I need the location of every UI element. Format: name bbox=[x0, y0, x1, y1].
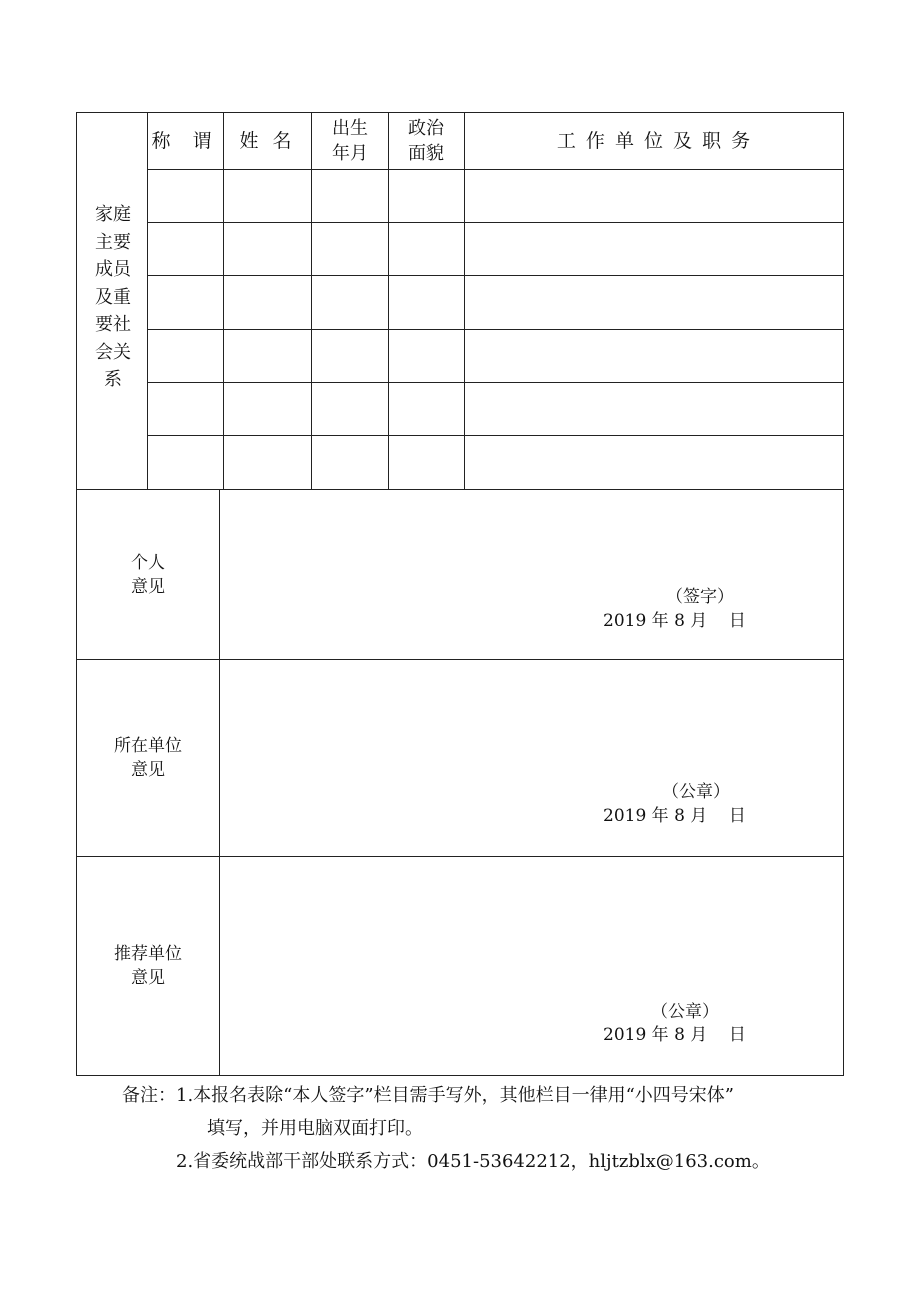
family-row-3-politics-cell[interactable] bbox=[389, 276, 464, 328]
family-row-1-work-cell[interactable] bbox=[465, 170, 843, 222]
divider bbox=[76, 659, 844, 660]
note-line-2: 填写，并用电脑双面打印。 bbox=[207, 1118, 423, 1139]
divider bbox=[219, 489, 220, 1076]
employer-opinion-label-line2: 意见 bbox=[131, 760, 165, 780]
employer-opinion-label-line1: 所在单位 bbox=[114, 736, 182, 756]
family-row-4-work-cell[interactable] bbox=[465, 330, 843, 382]
header-title: 称 谓 bbox=[151, 130, 220, 152]
family-row-6-name-cell[interactable] bbox=[224, 436, 311, 488]
family-row-5-birth-cell[interactable] bbox=[312, 383, 388, 435]
family-row-5-politics-cell[interactable] bbox=[389, 383, 464, 435]
recommender-opinion-label bbox=[77, 942, 219, 990]
divider bbox=[76, 489, 844, 490]
personal-opinion-label-line1: 个人 bbox=[131, 553, 165, 573]
family-row-6-work-cell[interactable] bbox=[465, 436, 843, 488]
family-row-1-politics-cell[interactable] bbox=[389, 170, 464, 222]
recommender-opinion-label-line2: 意见 bbox=[131, 968, 165, 988]
family-row-4-politics-cell[interactable] bbox=[389, 330, 464, 382]
personal-signature-label: （签字） bbox=[666, 587, 734, 607]
family-row-2-birth-cell[interactable] bbox=[312, 223, 388, 275]
family-row-2-work-cell[interactable] bbox=[465, 223, 843, 275]
family-row-2-politics-cell[interactable] bbox=[389, 223, 464, 275]
recommender-seal-label: （公章） bbox=[651, 1002, 719, 1022]
family-row-4-title-cell[interactable] bbox=[148, 330, 223, 382]
personal-date: 2019 年 8 月 日 bbox=[603, 611, 746, 631]
header-birth: 出生年月 bbox=[332, 118, 368, 164]
note-line-1: 备注：1.本报名表除“本人签字”栏目需手写外，其他栏目一律用“小四号宋体” bbox=[122, 1085, 734, 1106]
employer-opinion-label bbox=[77, 734, 219, 782]
family-row-3-title-cell[interactable] bbox=[148, 276, 223, 328]
family-row-4-name-cell[interactable] bbox=[224, 330, 311, 382]
family-row-6-birth-cell[interactable] bbox=[312, 436, 388, 488]
family-row-5-title-cell[interactable] bbox=[148, 383, 223, 435]
recommender-date: 2019 年 8 月 日 bbox=[603, 1025, 746, 1045]
header-name: 姓 名 bbox=[239, 130, 296, 152]
header-politics: 政治面貌 bbox=[408, 118, 444, 164]
family-row-2-title-cell[interactable] bbox=[148, 223, 223, 275]
family-row-2-name-cell[interactable] bbox=[224, 223, 311, 275]
recommender-opinion-label-line1: 推荐单位 bbox=[114, 944, 182, 964]
family-row-3-birth-cell[interactable] bbox=[312, 276, 388, 328]
family-row-3-name-cell[interactable] bbox=[224, 276, 311, 328]
family-row-1-birth-cell[interactable] bbox=[312, 170, 388, 222]
family-row-6-politics-cell[interactable] bbox=[389, 436, 464, 488]
employer-seal-label: （公章） bbox=[662, 782, 730, 802]
family-row-5-work-cell[interactable] bbox=[465, 383, 843, 435]
employer-date: 2019 年 8 月 日 bbox=[603, 806, 746, 826]
family-row-6-title-cell[interactable] bbox=[148, 436, 223, 488]
personal-opinion-label-line2: 意见 bbox=[131, 577, 165, 597]
family-row-1-title-cell[interactable] bbox=[148, 170, 223, 222]
divider bbox=[76, 856, 844, 857]
note-line-3: 2.省委统战部干部处联系方式：0451-53642212，hljtzblx@163.com。 bbox=[176, 1151, 770, 1172]
family-row-5-name-cell[interactable] bbox=[224, 383, 311, 435]
family-row-3-work-cell[interactable] bbox=[465, 276, 843, 328]
header-work-unit: 工 作 单 位 及 职 务 bbox=[556, 130, 753, 152]
family-section-label: 家庭主要成员及重要社会关系 bbox=[95, 204, 131, 390]
family-row-1-name-cell[interactable] bbox=[224, 170, 311, 222]
family-row-4-birth-cell[interactable] bbox=[312, 330, 388, 382]
personal-opinion-label bbox=[77, 551, 219, 599]
